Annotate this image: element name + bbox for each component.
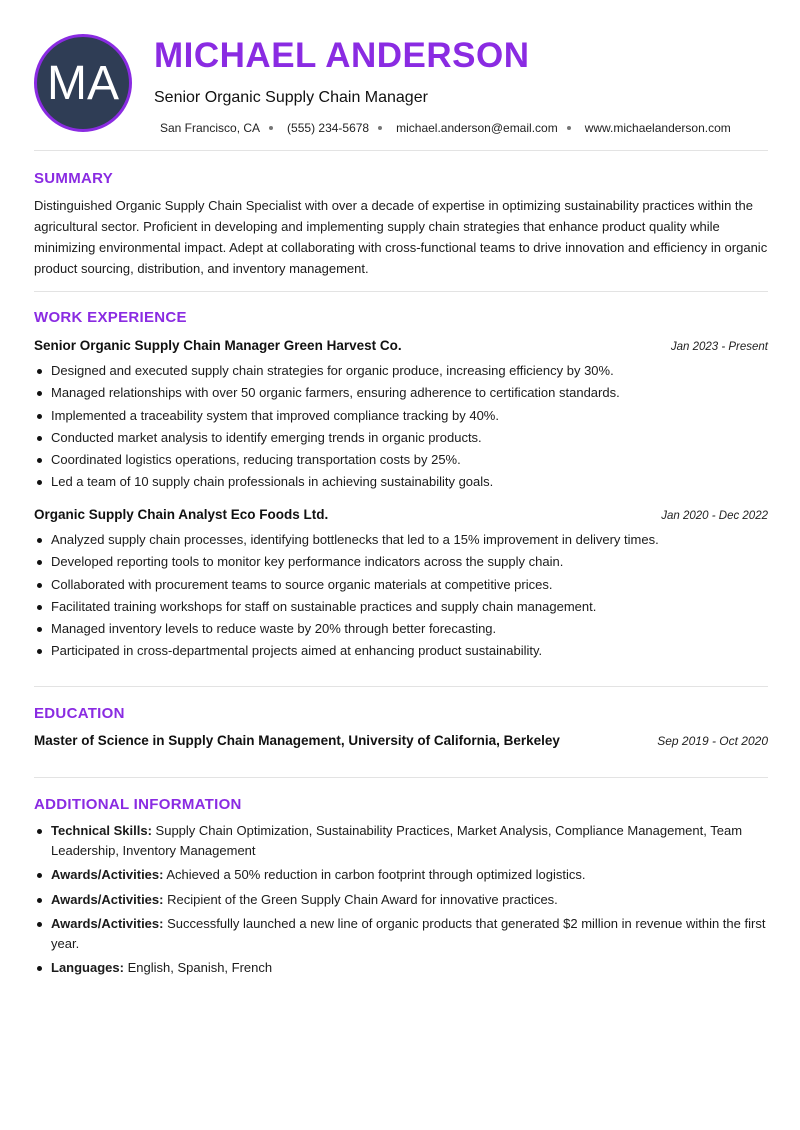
separator-dot xyxy=(269,126,273,130)
list-item: Conducted market analysis to identify emerging trends in organic products. xyxy=(34,427,768,449)
job-title: Organic Supply Chain Analyst Eco Foods Ltd. xyxy=(34,507,329,522)
education-heading: EDUCATION xyxy=(34,705,125,722)
list-item xyxy=(34,865,768,885)
list-item: Implemented a traceability system that improved compliance tracking by 40%. xyxy=(34,405,768,427)
job-title: Senior Organic Supply Chain Manager Green Harvest Co. xyxy=(34,338,402,353)
list-item: Developed reporting tools to monitor key performance indicators across the supply chain. xyxy=(34,551,768,573)
info-label: Languages: xyxy=(51,960,124,975)
contact-email[interactable]: michael.anderson@email.com xyxy=(396,121,558,135)
work-experience-heading: WORK EXPERIENCE xyxy=(34,309,187,326)
job-date: Jan 2023 - Present xyxy=(670,341,768,353)
section-divider xyxy=(34,150,768,151)
education-date: Sep 2019 - Oct 2020 xyxy=(657,734,768,748)
list-item: Coordinated logistics operations, reducing transportation costs by 25%. xyxy=(34,449,768,471)
separator-dot xyxy=(378,126,382,130)
contact-location: San Francisco, CA xyxy=(160,121,261,135)
list-item xyxy=(34,914,768,953)
additional-info-list xyxy=(34,821,768,983)
info-label: Awards/Activities: xyxy=(51,916,164,931)
list-item xyxy=(34,958,768,978)
candidate-role: Senior Organic Supply Chain Manager xyxy=(154,89,428,106)
list-item: Collaborated with procurement teams to source organic materials at competitive prices. xyxy=(34,574,768,596)
section-divider xyxy=(34,777,768,778)
education-entry xyxy=(34,733,768,748)
degree-title: Master of Science in Supply Chain Management, University of California, Berkeley xyxy=(34,733,560,748)
info-text: English, Spanish, French xyxy=(127,960,273,975)
info-label: Technical Skills: xyxy=(51,823,152,838)
info-label: Awards/Activities: xyxy=(51,891,164,907)
resume-page xyxy=(34,0,768,975)
section-divider xyxy=(34,291,768,292)
additional-info-heading: ADDITIONAL INFORMATION xyxy=(34,796,242,813)
candidate-name: MICHAEL ANDERSON xyxy=(154,36,530,75)
contact-phone: (555) 234-5678 xyxy=(287,121,370,135)
info-text: Achieved a 50% reduction in carbon footprint through optimized logistics. xyxy=(166,867,586,882)
contact-line xyxy=(160,121,731,135)
list-item: Designed and executed supply chain strategies for organic produce, increasing efficiency by 30%. xyxy=(34,360,768,382)
info-label: Awards/Activities: xyxy=(51,867,164,882)
resume-header xyxy=(34,0,768,150)
avatar: MA xyxy=(34,34,132,132)
info-text: Successfully launched a new line of organic products that generated $2 million in revenue within the first year. xyxy=(51,916,766,951)
info-text: Supply Chain Optimization, Sustainability Practices, Market Analysis, Compliance Management, Team Leadership, Inventory Management xyxy=(51,823,743,858)
section-divider xyxy=(34,686,768,687)
list-item: Managed relationships with over 50 organic farmers, ensuring adherence to certification standards. xyxy=(34,382,768,404)
contact-website[interactable]: www.michaelanderson.com xyxy=(584,121,731,135)
job-header xyxy=(34,338,768,353)
list-item xyxy=(34,890,768,910)
job-bullets xyxy=(34,529,768,663)
list-item: Analyzed supply chain processes, identifying bottlenecks that led to a 15% improvement in delivery times. xyxy=(34,529,768,551)
job-header xyxy=(34,507,768,522)
list-item: Participated in cross-departmental projects aimed at enhancing product sustainability. xyxy=(34,640,768,662)
separator-dot xyxy=(567,126,571,130)
list-item: Facilitated training workshops for staff on sustainable practices and supply chain management. xyxy=(34,596,768,618)
list-item: Managed inventory levels to reduce waste by 20% through better forecasting. xyxy=(34,618,768,640)
list-item: Led a team of 10 supply chain professionals in achieving sustainability goals. xyxy=(34,471,768,493)
job-date: Jan 2020 - Dec 2022 xyxy=(661,510,768,522)
list-item xyxy=(34,821,768,860)
summary-text: Distinguished Organic Supply Chain Specialist with over a decade of expertise in optimizing sustainability practices within the agricultural sector. Proficient in developing and implementing supply chain strategies that enhance product quality while minimizing environmental impact. Adept at collaborating with cross-functional teams to drive innovation and efficiency in organic product sourcing, distribution, and inventory management. xyxy=(34,198,768,276)
info-text: Recipient of the Green Supply Chain Award for innovative practices. xyxy=(167,891,558,907)
job-bullets xyxy=(34,360,768,494)
summary-heading: SUMMARY xyxy=(34,170,114,187)
